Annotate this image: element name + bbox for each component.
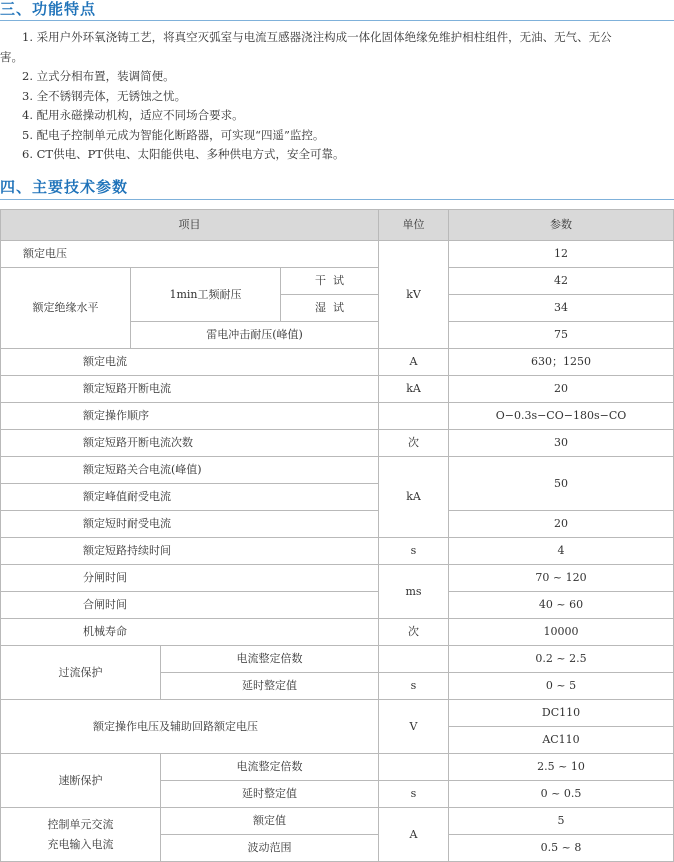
spec-table <box>0 209 674 862</box>
feature-text-2: 2. 立式分相布置，装调简便。 <box>22 69 175 83</box>
closing-time-label: 合闸时间 <box>1 592 379 619</box>
breaking-current-value: 20 <box>449 376 674 403</box>
section3-title: 三、功能特点 <box>0 0 97 18</box>
feature-text-3: 3. 全不锈钢壳体，无锈蚀之忧。 <box>22 88 187 103</box>
breaking-times-value: 30 <box>449 430 674 457</box>
mech-life-unit: 次 <box>379 619 449 646</box>
oc-delay-label: 延时整定值 <box>161 673 379 700</box>
breaking-times-label: 额定短路开断电流次数 <box>1 430 379 457</box>
duration-value: 4 <box>449 538 674 565</box>
qb-multiple-value: 2.5 ~ 10 <box>449 754 674 781</box>
aux-voltage-value-dc: DC110 <box>449 700 674 727</box>
cu-unit: A <box>379 808 449 862</box>
cu-rated-value: 5 <box>449 808 674 835</box>
rated-current-label: 额定电流 <box>1 349 379 376</box>
short-time-value: 20 <box>449 511 674 538</box>
oc-multiple-value: 0.2 ~ 2.5 <box>449 646 674 673</box>
lightning-label: 雷电冲击耐压(峰值) <box>131 322 379 349</box>
oc-multiple-unit <box>379 646 449 673</box>
feature-item-3 <box>0 87 674 107</box>
control-unit-label <box>1 808 161 862</box>
qb-delay-label: 延时整定值 <box>161 781 379 808</box>
header-value: 参数 <box>449 210 674 241</box>
operating-sequence-value: O−0.3s−CO−180s−CO <box>449 403 674 430</box>
feature-item-4 <box>0 106 674 126</box>
qb-delay-unit: s <box>379 781 449 808</box>
aux-voltage-value-ac: AC110 <box>449 727 674 754</box>
opening-time-label: 分闸时间 <box>1 565 379 592</box>
oc-multiple-label: 电流整定倍数 <box>161 646 379 673</box>
table-row <box>1 403 674 430</box>
oc-delay-value: 0 ~ 5 <box>449 673 674 700</box>
table-row <box>1 538 674 565</box>
peak-withstand-label: 额定峰值耐受电流 <box>1 484 379 511</box>
feature-item-1-cont <box>0 48 674 68</box>
table-row <box>1 241 674 268</box>
header-unit: 单位 <box>379 210 449 241</box>
control-unit-label-line2: 充电输入电流 <box>47 837 114 851</box>
operating-sequence-unit <box>379 403 449 430</box>
feature-list <box>0 28 674 165</box>
overcurrent-label: 过流保护 <box>1 646 161 700</box>
control-unit-label-line1: 控制单元交流 <box>47 817 114 831</box>
cu-range-label: 波动范围 <box>161 835 379 862</box>
table-row <box>1 430 674 457</box>
rated-current-value: 630；1250 <box>449 349 674 376</box>
duration-label: 额定短路持续时间 <box>1 538 379 565</box>
timing-unit: ms <box>379 565 449 619</box>
insulation-label: 额定绝缘水平 <box>1 268 131 349</box>
table-row <box>1 511 674 538</box>
section4-rule <box>0 199 674 200</box>
section3-rule <box>0 20 674 21</box>
insulation-unit: kV <box>379 241 449 349</box>
lightning-value: 75 <box>449 322 674 349</box>
aux-voltage-unit: V <box>379 700 449 754</box>
feature-text-1-cont: 害。 <box>0 49 23 64</box>
table-row <box>1 646 674 673</box>
dry-value: 42 <box>449 268 674 295</box>
feature-item-2 <box>0 67 674 87</box>
feature-item-5 <box>0 126 674 146</box>
duration-unit: s <box>379 538 449 565</box>
breaking-times-unit: 次 <box>379 430 449 457</box>
table-row <box>1 268 674 295</box>
breaking-current-label: 额定短路开断电流 <box>1 376 379 403</box>
header-item: 项目 <box>1 210 379 241</box>
qb-multiple-label: 电流整定倍数 <box>161 754 379 781</box>
oc-delay-unit: s <box>379 673 449 700</box>
feature-text-6: 6. CT供电、PT供电、太阳能供电、多种供电方式，安全可靠。 <box>22 147 345 161</box>
table-row <box>1 349 674 376</box>
closing-time-value: 40 ~ 60 <box>449 592 674 619</box>
table-row <box>1 565 674 592</box>
rated-current-unit: A <box>379 349 449 376</box>
making-current-label: 额定短路关合电流(峰值) <box>1 457 379 484</box>
opening-time-value: 70 ~ 120 <box>449 565 674 592</box>
cu-range-value: 0.5 ~ 8 <box>449 835 674 862</box>
section4-title: 四、主要技术参数 <box>0 178 129 196</box>
table-row <box>1 376 674 403</box>
table-row <box>1 808 674 835</box>
one-min-label: 1min工频耐压 <box>131 268 281 322</box>
wet-value: 34 <box>449 295 674 322</box>
feature-text-4: 4. 配用永磁操动机构，适应不同场合要求。 <box>22 108 244 122</box>
peak-value-50: 50 <box>449 457 674 511</box>
feature-item-1 <box>0 28 674 48</box>
feature-text-5: 5. 配电子控制单元成为智能化断路器，可实现“四遥”监控。 <box>22 127 325 142</box>
rated-voltage-value: 12 <box>449 241 674 268</box>
mech-life-value: 10000 <box>449 619 674 646</box>
table-row <box>1 457 674 484</box>
wet-label: 湿 试 <box>281 295 379 322</box>
dry-label: 干 试 <box>281 268 379 295</box>
table-header-row <box>1 210 674 241</box>
table-row <box>1 700 674 727</box>
short-time-label: 额定短时耐受电流 <box>1 511 379 538</box>
qb-multiple-unit <box>379 754 449 781</box>
aux-voltage-label: 额定操作电压及辅助回路额定电压 <box>1 700 379 754</box>
quickbreak-label: 速断保护 <box>1 754 161 808</box>
table-row <box>1 619 674 646</box>
feature-item-6 <box>0 145 674 165</box>
rated-voltage-label: 额定电压 <box>1 241 379 268</box>
feature-text-1: 1. 采用户外环氧浇铸工艺，将真空灭弧室与电流互感器浇注构成一体化固体绝缘免维护相柱组件，无油、无气、无公 <box>22 30 612 44</box>
mech-life-label: 机械寿命 <box>1 619 379 646</box>
operating-sequence-label: 额定操作顺序 <box>1 403 379 430</box>
peak-group-unit: kA <box>379 457 449 538</box>
qb-delay-value: 0 ~ 0.5 <box>449 781 674 808</box>
table-row <box>1 754 674 781</box>
table-row <box>1 592 674 619</box>
breaking-current-unit: kA <box>379 376 449 403</box>
cu-rated-label: 额定值 <box>161 808 379 835</box>
